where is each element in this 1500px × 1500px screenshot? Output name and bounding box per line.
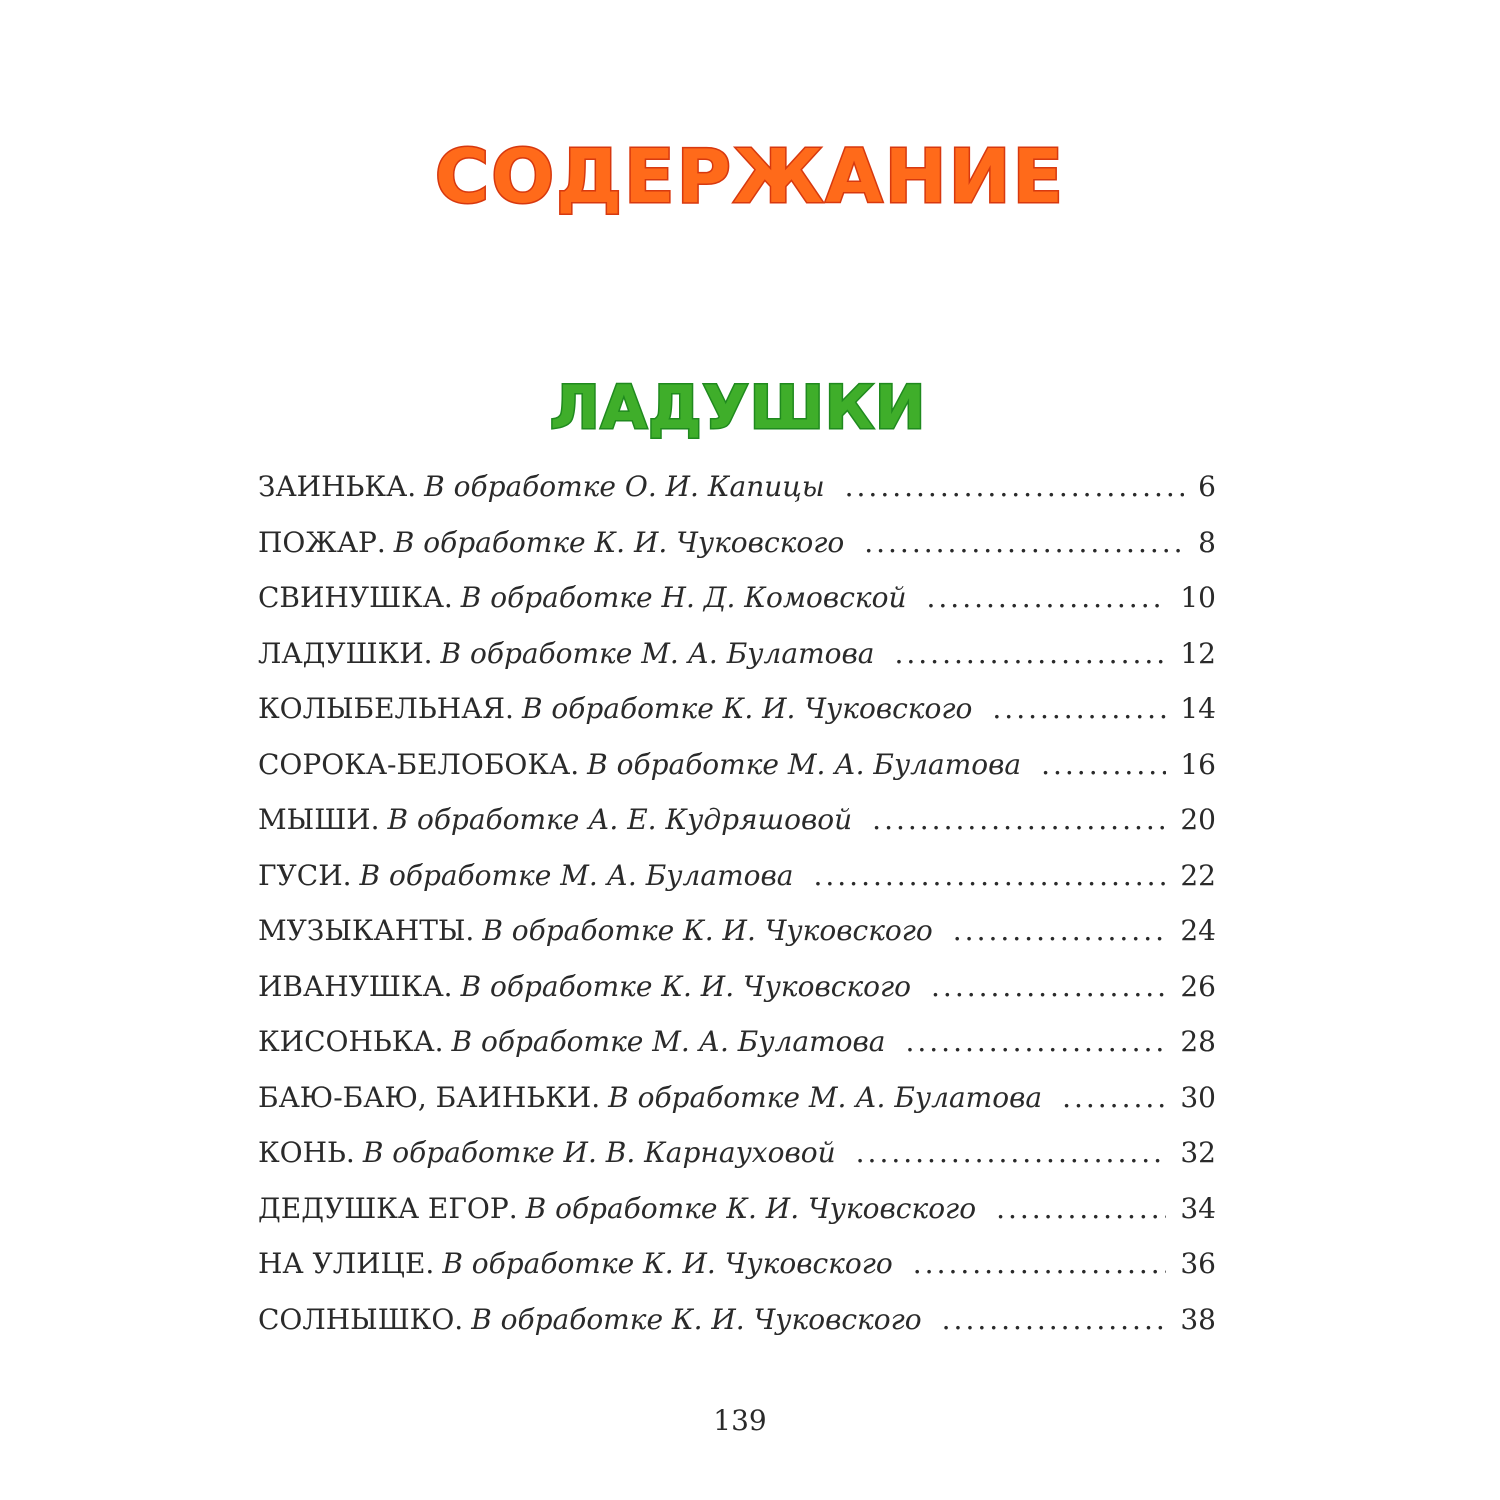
entry-author: В обработке М. А. Булатова bbox=[359, 858, 794, 892]
entry-title: ДЕДУШКА ЕГОР. bbox=[258, 1191, 518, 1225]
entry-page-number: 28 bbox=[1180, 1025, 1216, 1058]
dot-leader bbox=[813, 848, 1166, 904]
entry-author: В обработке А. Е. Кудряшовой bbox=[387, 803, 853, 836]
toc-entry[interactable] bbox=[258, 792, 1216, 848]
toc-entry[interactable] bbox=[258, 1181, 1216, 1237]
entry-title: КОЛЫБЕЛЬНАЯ. bbox=[258, 692, 514, 725]
toc-entry[interactable] bbox=[258, 959, 1216, 1015]
entry-title: ЛАДУШКИ. bbox=[258, 636, 433, 670]
toc-entry[interactable] bbox=[258, 459, 1216, 515]
entry-title: СВИНУШКА. bbox=[258, 581, 453, 614]
entry-page-number: 32 bbox=[1180, 1136, 1216, 1169]
dot-leader bbox=[1041, 737, 1166, 793]
entry-page-number: 16 bbox=[1180, 747, 1216, 781]
dot-leader bbox=[864, 515, 1184, 571]
entry-author: В обработке М. А. Булатова bbox=[440, 636, 875, 670]
entry-title: КИСОНЬКА. bbox=[258, 1025, 444, 1058]
dot-leader bbox=[996, 1181, 1166, 1237]
entry-author: В обработке К. И. Чуковского bbox=[521, 692, 973, 725]
entry-page-number: 12 bbox=[1180, 636, 1216, 670]
entry-author: В обработке К. И. Чуковского bbox=[442, 1247, 893, 1280]
entry-author: В обработке К. И. Чуковского bbox=[460, 969, 912, 1003]
section-title: ЛАДУШКИ bbox=[549, 373, 927, 443]
dot-leader bbox=[942, 1292, 1167, 1348]
entry-title: ПОЖАР. bbox=[258, 525, 386, 559]
entry-author: В обработке К. И. Чуковского bbox=[482, 914, 933, 947]
dot-leader bbox=[894, 626, 1166, 682]
entry-title: ГУСИ. bbox=[258, 858, 352, 892]
entry-page-number: 36 bbox=[1180, 1247, 1216, 1280]
dot-leader bbox=[953, 903, 1167, 959]
entry-title: МЫШИ. bbox=[258, 803, 380, 836]
dot-leader bbox=[856, 1125, 1167, 1181]
page-number: 139 bbox=[713, 1404, 767, 1437]
entry-page-number: 34 bbox=[1180, 1191, 1216, 1225]
entry-page-number: 8 bbox=[1198, 525, 1216, 559]
entry-title: НА УЛИЦЕ. bbox=[258, 1247, 435, 1280]
toc-entry[interactable] bbox=[258, 570, 1216, 626]
dot-leader bbox=[1062, 1070, 1166, 1126]
dot-leader bbox=[931, 959, 1166, 1015]
entry-author: В обработке О. И. Капицы bbox=[424, 470, 825, 503]
table-of-contents bbox=[258, 459, 1216, 1347]
entry-author: В обработке К. И. Чуковского bbox=[525, 1191, 977, 1225]
toc-entry[interactable] bbox=[258, 1292, 1216, 1348]
dot-leader bbox=[872, 792, 1166, 848]
entry-page-number: 6 bbox=[1198, 470, 1216, 503]
entry-title: ЗАИНЬКА. bbox=[258, 470, 417, 503]
entry-author: В обработке И. В. Карнауховой bbox=[362, 1136, 836, 1169]
entry-page-number: 30 bbox=[1180, 1080, 1216, 1114]
dot-leader bbox=[845, 459, 1185, 515]
toc-entry[interactable] bbox=[258, 737, 1216, 793]
page-title: СОДЕРЖАНИЕ bbox=[434, 134, 1066, 220]
toc-entry[interactable] bbox=[258, 1125, 1216, 1181]
entry-title: ИВАНУШКА. bbox=[258, 969, 453, 1003]
entry-author: В обработке Н. Д. Комовской bbox=[460, 581, 907, 614]
entry-page-number: 10 bbox=[1180, 581, 1216, 614]
toc-entry[interactable] bbox=[258, 1070, 1216, 1126]
entry-author: В обработке М. А. Булатова bbox=[587, 747, 1022, 781]
toc-entry[interactable] bbox=[258, 515, 1216, 571]
entry-author: В обработке К. И. Чуковского bbox=[471, 1302, 922, 1336]
dot-leader bbox=[992, 681, 1166, 737]
entry-author: В обработке М. А. Булатова bbox=[608, 1080, 1043, 1114]
entry-author: В обработке К. И. Чуковского bbox=[393, 525, 845, 559]
entry-title: МУЗЫКАНТЫ. bbox=[258, 914, 475, 947]
entry-page-number: 26 bbox=[1180, 969, 1216, 1003]
entry-page-number: 14 bbox=[1180, 692, 1216, 725]
entry-author: В обработке М. А. Булатова bbox=[451, 1025, 886, 1058]
toc-entry[interactable] bbox=[258, 848, 1216, 904]
entry-title: СОРОКА-БЕЛОБОКА. bbox=[258, 747, 580, 781]
toc-entry[interactable] bbox=[258, 681, 1216, 737]
dot-leader bbox=[927, 570, 1167, 626]
toc-entry[interactable] bbox=[258, 1014, 1216, 1070]
entry-title: БАЮ-БАЮ, БАИНЬКИ. bbox=[258, 1080, 601, 1114]
entry-page-number: 20 bbox=[1180, 803, 1216, 836]
dot-leader bbox=[913, 1236, 1167, 1292]
entry-page-number: 24 bbox=[1180, 914, 1216, 947]
dot-leader bbox=[905, 1014, 1166, 1070]
toc-entry[interactable] bbox=[258, 903, 1216, 959]
entry-title: КОНЬ. bbox=[258, 1136, 355, 1169]
toc-entry[interactable] bbox=[258, 626, 1216, 682]
entry-title: СОЛНЫШКО. bbox=[258, 1302, 464, 1336]
toc-entry[interactable] bbox=[258, 1236, 1216, 1292]
entry-page-number: 22 bbox=[1180, 858, 1216, 892]
entry-page-number: 38 bbox=[1180, 1302, 1216, 1336]
